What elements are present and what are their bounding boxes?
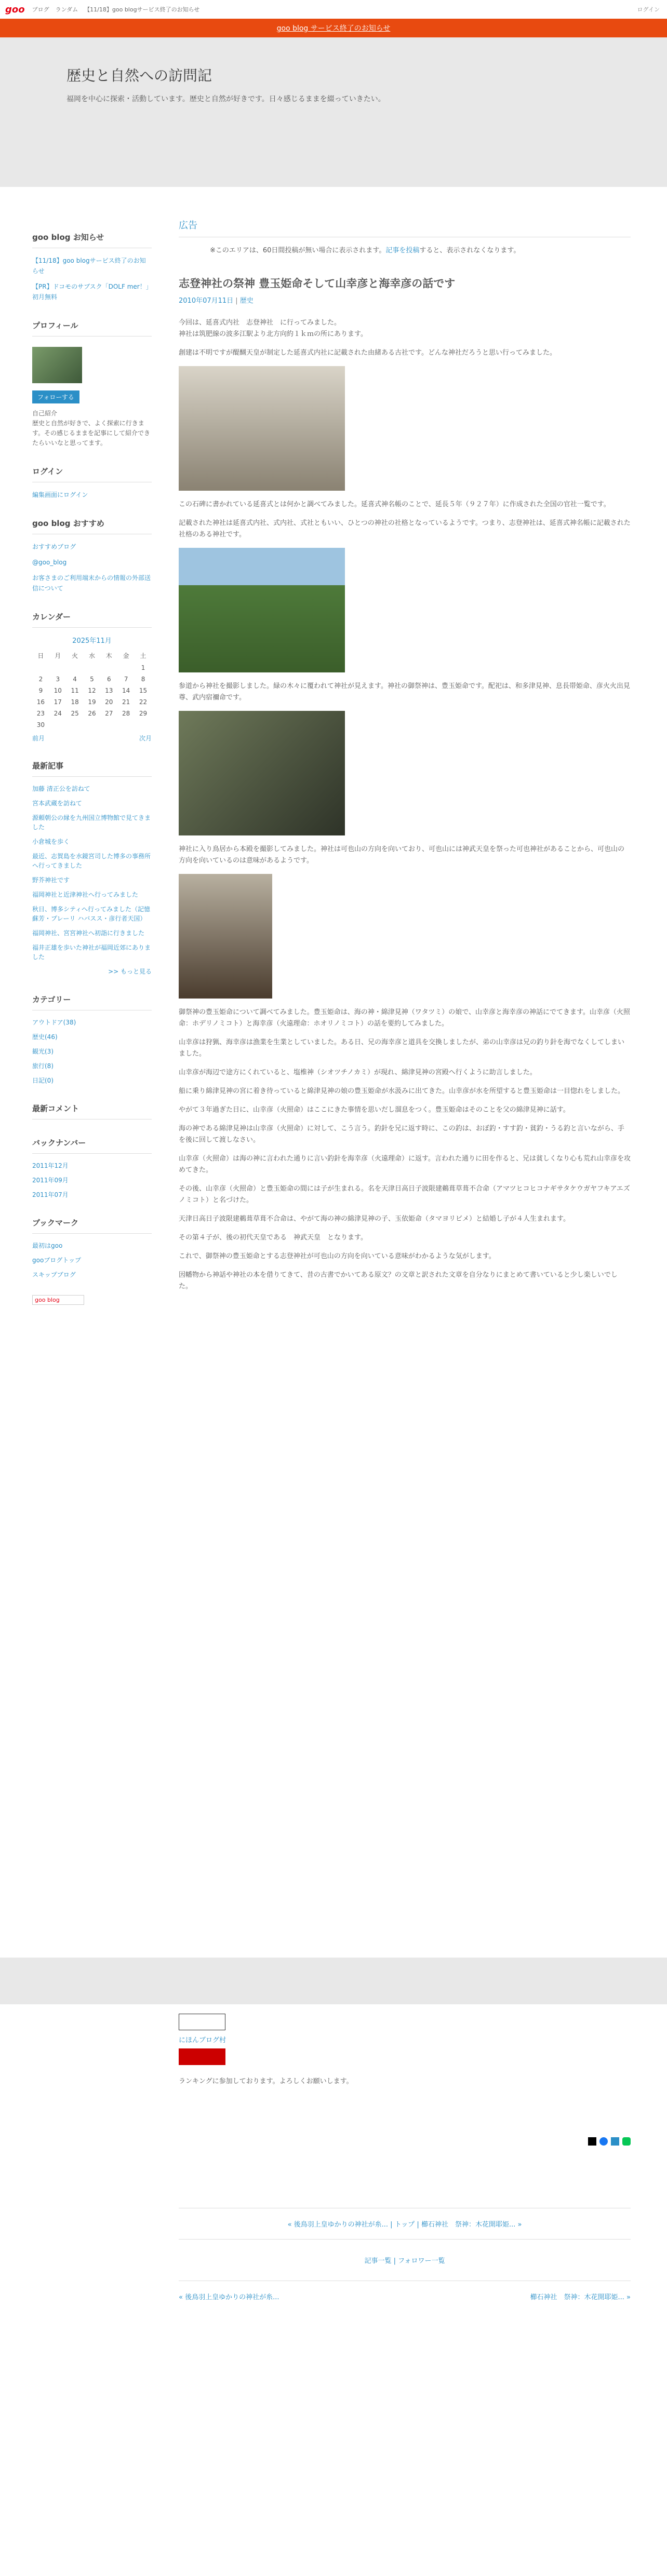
- blog-description: 福岡を中心に探索・活動しています。歴史と自然が好きです。日々感じるままを綴っていきたい。: [66, 95, 385, 103]
- calendar-cell: [100, 662, 117, 673]
- calendar-cell[interactable]: 25: [71, 710, 79, 717]
- recent-entry-link[interactable]: 加藤 清正公を訪ねて: [32, 785, 90, 792]
- calendar-cell: [135, 719, 152, 731]
- paragraph: 山幸彦（火照命）は海の神に言われた通りに言い釣針を海幸彦（火遠理命）に返す。言われた通りに田を作ると、兄は貧しくなり心も荒れ山幸彦を攻めてきた。: [179, 1155, 631, 1174]
- calendar-table: [32, 649, 152, 731]
- paragraph: 記載された神社は延喜式内社、式内社、式社ともいい、ひとつの神社の社格となっているようです。つまり、志登神社は、延喜式神名帳に記載された社格のある神社です。: [179, 519, 631, 538]
- stone-monument-photo: [179, 366, 345, 491]
- calendar-cell[interactable]: 18: [71, 698, 79, 706]
- service-end-text[interactable]: goo blog サービス終了のお知らせ: [276, 24, 391, 33]
- calendar-day-header: 水: [88, 652, 95, 659]
- paragraph: 今回は、延喜式内社 志登神社 に行ってみました。 神社は筑肥線の波多江駅より北方向約１ｋｍの所にあります。: [179, 319, 367, 338]
- shrine-forest-photo: [179, 548, 345, 672]
- paragraph: 神社に入り鳥居から本殿を撮影してみました。神社は可也山の方向を向いており、可也山には神武天皇を祭った可也神社があることから、可也山の方向を向いているのは意味があるようです。: [179, 845, 625, 865]
- sidebar-heading: カレンダー: [32, 611, 152, 628]
- bookmark-link[interactable]: スキップブログ: [32, 1271, 76, 1278]
- calendar-day-header: 月: [55, 652, 61, 659]
- calendar-cell[interactable]: 23: [36, 710, 45, 717]
- sidebar-recommend: [32, 518, 152, 594]
- calendar-cell[interactable]: 24: [54, 710, 62, 717]
- x-share-icon[interactable]: [588, 2137, 596, 2146]
- sidebar-heading: ログイン: [32, 466, 152, 482]
- calendar-cell: [84, 662, 101, 673]
- line-share-icon[interactable]: [622, 2137, 631, 2146]
- ad-note: ※このエリアは、60日間投稿が無い場合に表示されます。記事を投稿すると、表示されなくなります。: [179, 237, 631, 270]
- calendar-cell[interactable]: 10: [54, 687, 62, 694]
- sidebar-heading: カテゴリー: [32, 994, 152, 1010]
- paragraph: 天津日高日子波限建鵜葺草葺不合命は、やがて海の神の綿津見神の子、玉依姫命（タマヨリビメ）と結婚し子が４人生まれます。: [179, 1215, 570, 1223]
- more-link[interactable]: >> もっと見る: [108, 968, 152, 975]
- calendar-cell[interactable]: 22: [139, 698, 148, 706]
- topbar-link-notice[interactable]: 【11/18】goo blogサービス終了のお知らせ: [84, 6, 200, 13]
- below-article: [179, 2009, 631, 2301]
- sidebar-heading: バックナンバー: [32, 1137, 152, 1154]
- main-hall-photo: [179, 874, 272, 999]
- calendar-cell[interactable]: 1: [141, 664, 145, 671]
- paragraph: これで、御祭神の豊玉姫命とする志登神社が可也山の方向を向いている意味がわかるような気がします。: [179, 1252, 496, 1260]
- calendar-cell[interactable]: 9: [38, 687, 43, 694]
- share-icons: [179, 2137, 631, 2146]
- category-link[interactable]: 旅行(8): [32, 1062, 54, 1070]
- calendar-cell[interactable]: 11: [71, 687, 79, 694]
- blogmura-banner[interactable]: [179, 2014, 225, 2030]
- backnumber-link[interactable]: 2011年07月: [32, 1191, 69, 1198]
- recent-entry-link[interactable]: 源頼朝公の縁を九州国立博物館で見てきました: [32, 814, 151, 831]
- calendar-cell[interactable]: 27: [105, 710, 113, 717]
- paragraph: 船に乗り綿津見神の宮に着き待っていると綿津見神の娘の豊玉姫命が水汲みに出てきた。山幸彦が水を所望すると豊玉姫命は一目惚れをしました。: [179, 1087, 625, 1095]
- recommend-link[interactable]: お客さまのご利用端末からの情報の外部送信について: [32, 574, 151, 592]
- recent-entry-link[interactable]: 野芥神社です: [32, 876, 70, 884]
- sidebar-heading: goo blog お知らせ: [32, 232, 152, 248]
- calendar-cell[interactable]: 29: [139, 710, 148, 717]
- ad-label: 広告: [179, 220, 197, 231]
- calendar-cell[interactable]: 12: [88, 687, 96, 694]
- calendar-cell: [49, 662, 66, 673]
- paragraph: 因幡物から神話や神社の本を借りてきて、昔の古書でかいてある原文？の文章と訳された文章を自分なりにまとめて書いていると少し楽しいでした。: [179, 1271, 618, 1290]
- calendar-cell[interactable]: 2: [38, 676, 43, 683]
- calendar-cell: [49, 719, 66, 731]
- paragraph: その後、山幸彦（火照命）と豊玉姫命の間には子が生まれる。名を天津日高日子波限建鵜葺草葺不合命（アマツヒコヒコナギサタケウガヤフキアエズノミコト）と名づけた。: [179, 1185, 630, 1204]
- recent-entry-link[interactable]: 福岡神社と近津神社へ行ってみました: [32, 891, 139, 898]
- calendar-cell[interactable]: 19: [88, 698, 96, 706]
- paragraph: 御祭神の豊玉姫命について調べてみました。豊玉姫命は、海の神・綿津見神（ワタツミ）の娘で、山幸彦と海幸彦の神話にでてきます。山幸彦（火照命：ホデリノミコト）と海幸彦（火遠理命：ホオリノミコト）の話を要約してみました。: [179, 1008, 630, 1028]
- calendar-cell[interactable]: 6: [106, 676, 111, 683]
- sidebar-heading: 最新コメント: [32, 1103, 152, 1120]
- sidebar-backnumber: [32, 1137, 152, 1199]
- bookmark-link[interactable]: gooブログトップ: [32, 1257, 81, 1264]
- blog-title[interactable]: 歴史と自然への訪問記: [66, 67, 212, 84]
- sidebar-heading: 最新記事: [32, 760, 152, 777]
- calendar-cell[interactable]: 3: [56, 676, 60, 683]
- sidebar-heading: プロフィール: [32, 320, 152, 336]
- category-link[interactable]: アウトドア(38): [32, 1019, 76, 1026]
- topbar-link-blog[interactable]: ブログ: [32, 6, 49, 13]
- article-title[interactable]: 志登神社の祭神 豊玉姫命そして山幸彦と海幸彦の話です: [179, 277, 456, 290]
- follow-button[interactable]: フォローする: [32, 390, 79, 403]
- calendar-prev[interactable]: 前月: [32, 735, 45, 742]
- paragraph: 参道から神社を撮影しました。緑の木々に覆われて神社が見えます。神社の御祭神は、豊玉姫命です。配祀は、和多津見神、息長帯姫命、彦火火出見尊、武内宿禰命です。: [179, 682, 630, 702]
- calendar-cell[interactable]: 4: [73, 676, 77, 683]
- avatar[interactable]: [32, 347, 82, 383]
- calendar-cell[interactable]: 14: [122, 687, 130, 694]
- calendar-next[interactable]: 次月: [139, 735, 152, 742]
- calendar-cell: [84, 719, 101, 731]
- article-nav[interactable]: « 後鳥羽上皇ゆかりの神社が糸... | トップ | 櫛石神社 祭神：木花開耶姫... »: [179, 2208, 631, 2240]
- paragraph: この石碑に書かれている延喜式とは何かと調べてみました。延喜式神名帳のことで、延長５年（９２７年）に作成された全国の官社一覧です。: [179, 501, 610, 508]
- article-meta: 2010年07月11日 | 歴史: [179, 297, 254, 305]
- sidebar-calendar: [32, 611, 152, 743]
- article-category[interactable]: 歴史: [239, 297, 254, 305]
- article-date[interactable]: 2010年07月11日: [179, 297, 234, 305]
- recent-entry-link[interactable]: 宮本武蔵を訪ねて: [32, 800, 82, 807]
- blog-header: [0, 37, 667, 187]
- calendar-cell: [117, 719, 135, 731]
- paragraph: やがて３年過ぎた日に、山幸彦（火照命）はここにきた事情を思いだし溜息をつく。豊玉姫命はそのことを父の綿津見神に話す。: [179, 1106, 570, 1114]
- notice-item[interactable]: 【11/18】goo blogサービス終了のお知らせ: [32, 257, 146, 275]
- calendar-day-header: 金: [123, 652, 129, 659]
- calendar-cell[interactable]: 13: [105, 687, 113, 694]
- sidebar: [32, 232, 152, 1323]
- facebook-share-icon[interactable]: [599, 2137, 608, 2146]
- goo-logo[interactable]: goo: [5, 4, 25, 15]
- footer-band: [0, 1958, 667, 2004]
- login-link[interactable]: ログイン: [637, 6, 660, 13]
- calendar-cell[interactable]: 15: [139, 687, 148, 694]
- prev-article-link[interactable]: « 後鳥羽上皇ゆかりの神社が糸...: [179, 2294, 279, 2301]
- sidebar-login: [32, 466, 152, 500]
- calendar-day-header: 木: [105, 652, 112, 659]
- calendar-cell[interactable]: 30: [36, 721, 45, 729]
- next-article-link[interactable]: 櫛石神社 祭神：木花開耶姫... »: [530, 2294, 631, 2301]
- calendar-cell[interactable]: 21: [122, 698, 130, 706]
- calendar-day-header: 日: [37, 652, 44, 659]
- list-links[interactable]: 記事一覧 | フォロワー一覧: [364, 2257, 445, 2265]
- calendar-cell[interactable]: 20: [105, 698, 113, 706]
- topbar-link-random[interactable]: ランダム: [55, 6, 78, 13]
- sidebar-category: [32, 994, 152, 1085]
- blogmura-link[interactable]: にほんブログ村: [179, 2036, 226, 2044]
- calendar-month: 2025年11月: [72, 637, 112, 645]
- calendar-cell[interactable]: 26: [88, 710, 96, 717]
- sidebar-comments: [32, 1103, 152, 1120]
- article-body: [179, 317, 631, 1292]
- calendar-day-header: 土: [140, 652, 146, 659]
- torii-photo: [179, 711, 345, 835]
- calendar-cell[interactable]: 16: [36, 698, 45, 706]
- blog-ranking-banner[interactable]: [179, 2048, 225, 2065]
- category-link[interactable]: 歴史(46): [32, 1033, 58, 1041]
- sidebar-heading: goo blog おすすめ: [32, 518, 152, 534]
- calendar-cell[interactable]: 5: [90, 676, 94, 683]
- paragraph: 創建は不明ですが醍醐天皇が制定した延喜式内社に記載された由緒ある古社です。どんな神社だろうと思い行ってみました。: [179, 349, 556, 357]
- calendar-cell: [100, 719, 117, 731]
- bookmark-link[interactable]: 最初はgoo: [32, 1242, 63, 1249]
- sidebar-bookmark: [32, 1217, 152, 1305]
- prev-next: [179, 2281, 631, 2301]
- ranking-text: ランキングに参加しております。よろしくお願いします。: [179, 2078, 353, 2085]
- calendar-cell[interactable]: 28: [122, 710, 130, 717]
- post-article-link[interactable]: 記事を投稿: [385, 247, 420, 254]
- calendar-cell[interactable]: 8: [141, 676, 145, 683]
- recent-entry-link[interactable]: 小倉城を歩く: [32, 838, 70, 845]
- backnumber-link[interactable]: 2011年09月: [32, 1177, 69, 1184]
- calendar-cell: [66, 662, 84, 673]
- sidebar-notice: [32, 232, 152, 302]
- paragraph: 山幸彦は狩猟、海幸彦は漁業を生業としていました。ある日、兄の海幸彦と道具を交換しましたが、弟の山幸彦は兄の釣り針を海でなくしてしまいました。: [179, 1039, 625, 1058]
- calendar-cell: [32, 662, 49, 673]
- sidebar-heading: ブックマーク: [32, 1217, 152, 1234]
- recent-entry-link[interactable]: 最近、志賀島を水鏡宮司した博多の事務所へ行ってきました: [32, 853, 151, 869]
- notice-item[interactable]: 【PR】ドコモのサブスク「DOLF mer！」初月無料: [32, 283, 149, 301]
- edit-login-link[interactable]: 編集画面にログイン: [32, 491, 88, 498]
- recent-entry-link[interactable]: 福井正雄を歩いた神社が福岡近郊にありました: [32, 944, 151, 961]
- backnumber-link[interactable]: 2011年12月: [32, 1162, 69, 1169]
- calendar-cell: [117, 662, 135, 673]
- category-link[interactable]: 観光(3): [32, 1048, 54, 1055]
- paragraph: 海の神である綿津見神は山幸彦（火照命）に対して、こう言う。釣針を兄に返す時に、この釣は、おぼ釣・すす釣・貧釣・うる釣と言いながら、手を後に回して渡しなさい。: [179, 1125, 624, 1144]
- calendar-cell[interactable]: 17: [54, 698, 62, 706]
- recommend-link[interactable]: @goo_blog: [32, 559, 67, 566]
- calendar-day-header: 火: [72, 652, 78, 659]
- article-area: [179, 218, 631, 1300]
- profile-label: 自己紹介: [32, 410, 58, 417]
- category-link[interactable]: 日記(0): [32, 1077, 54, 1084]
- paragraph: その第４子が、後の初代天皇である 神武天皇 となります。: [179, 1234, 367, 1242]
- sidebar-profile: [32, 320, 152, 448]
- recent-entry-link[interactable]: 秋日、博多シティへ行ってみました（記憶蘇芳・プレーリ ハバスス・彦行者天国）: [32, 906, 151, 922]
- sidebar-recent: [32, 760, 152, 976]
- top-bar: [0, 0, 667, 19]
- paragraph: 山幸彦が海辺で途方にくれていると、塩椎神（シオツチノカミ）が現れ、綿津見神の宮殿へ行くように助言しました。: [179, 1069, 537, 1076]
- hatena-share-icon[interactable]: [611, 2137, 619, 2146]
- profile-text: 歴史と自然が好きで、よく探索に行きます。その感じるままを記事にして紹介できたらいいなと思ってます。: [32, 420, 151, 447]
- rss-badge[interactable]: goo blog: [32, 1295, 84, 1305]
- recent-entry-link[interactable]: 福岡神社、宮宮神社へ初詣に行きました: [32, 929, 145, 937]
- calendar-cell: [66, 719, 84, 731]
- recommend-link[interactable]: おすすめブログ: [32, 543, 76, 550]
- service-end-banner[interactable]: [0, 19, 667, 37]
- calendar-cell[interactable]: 7: [124, 676, 128, 683]
